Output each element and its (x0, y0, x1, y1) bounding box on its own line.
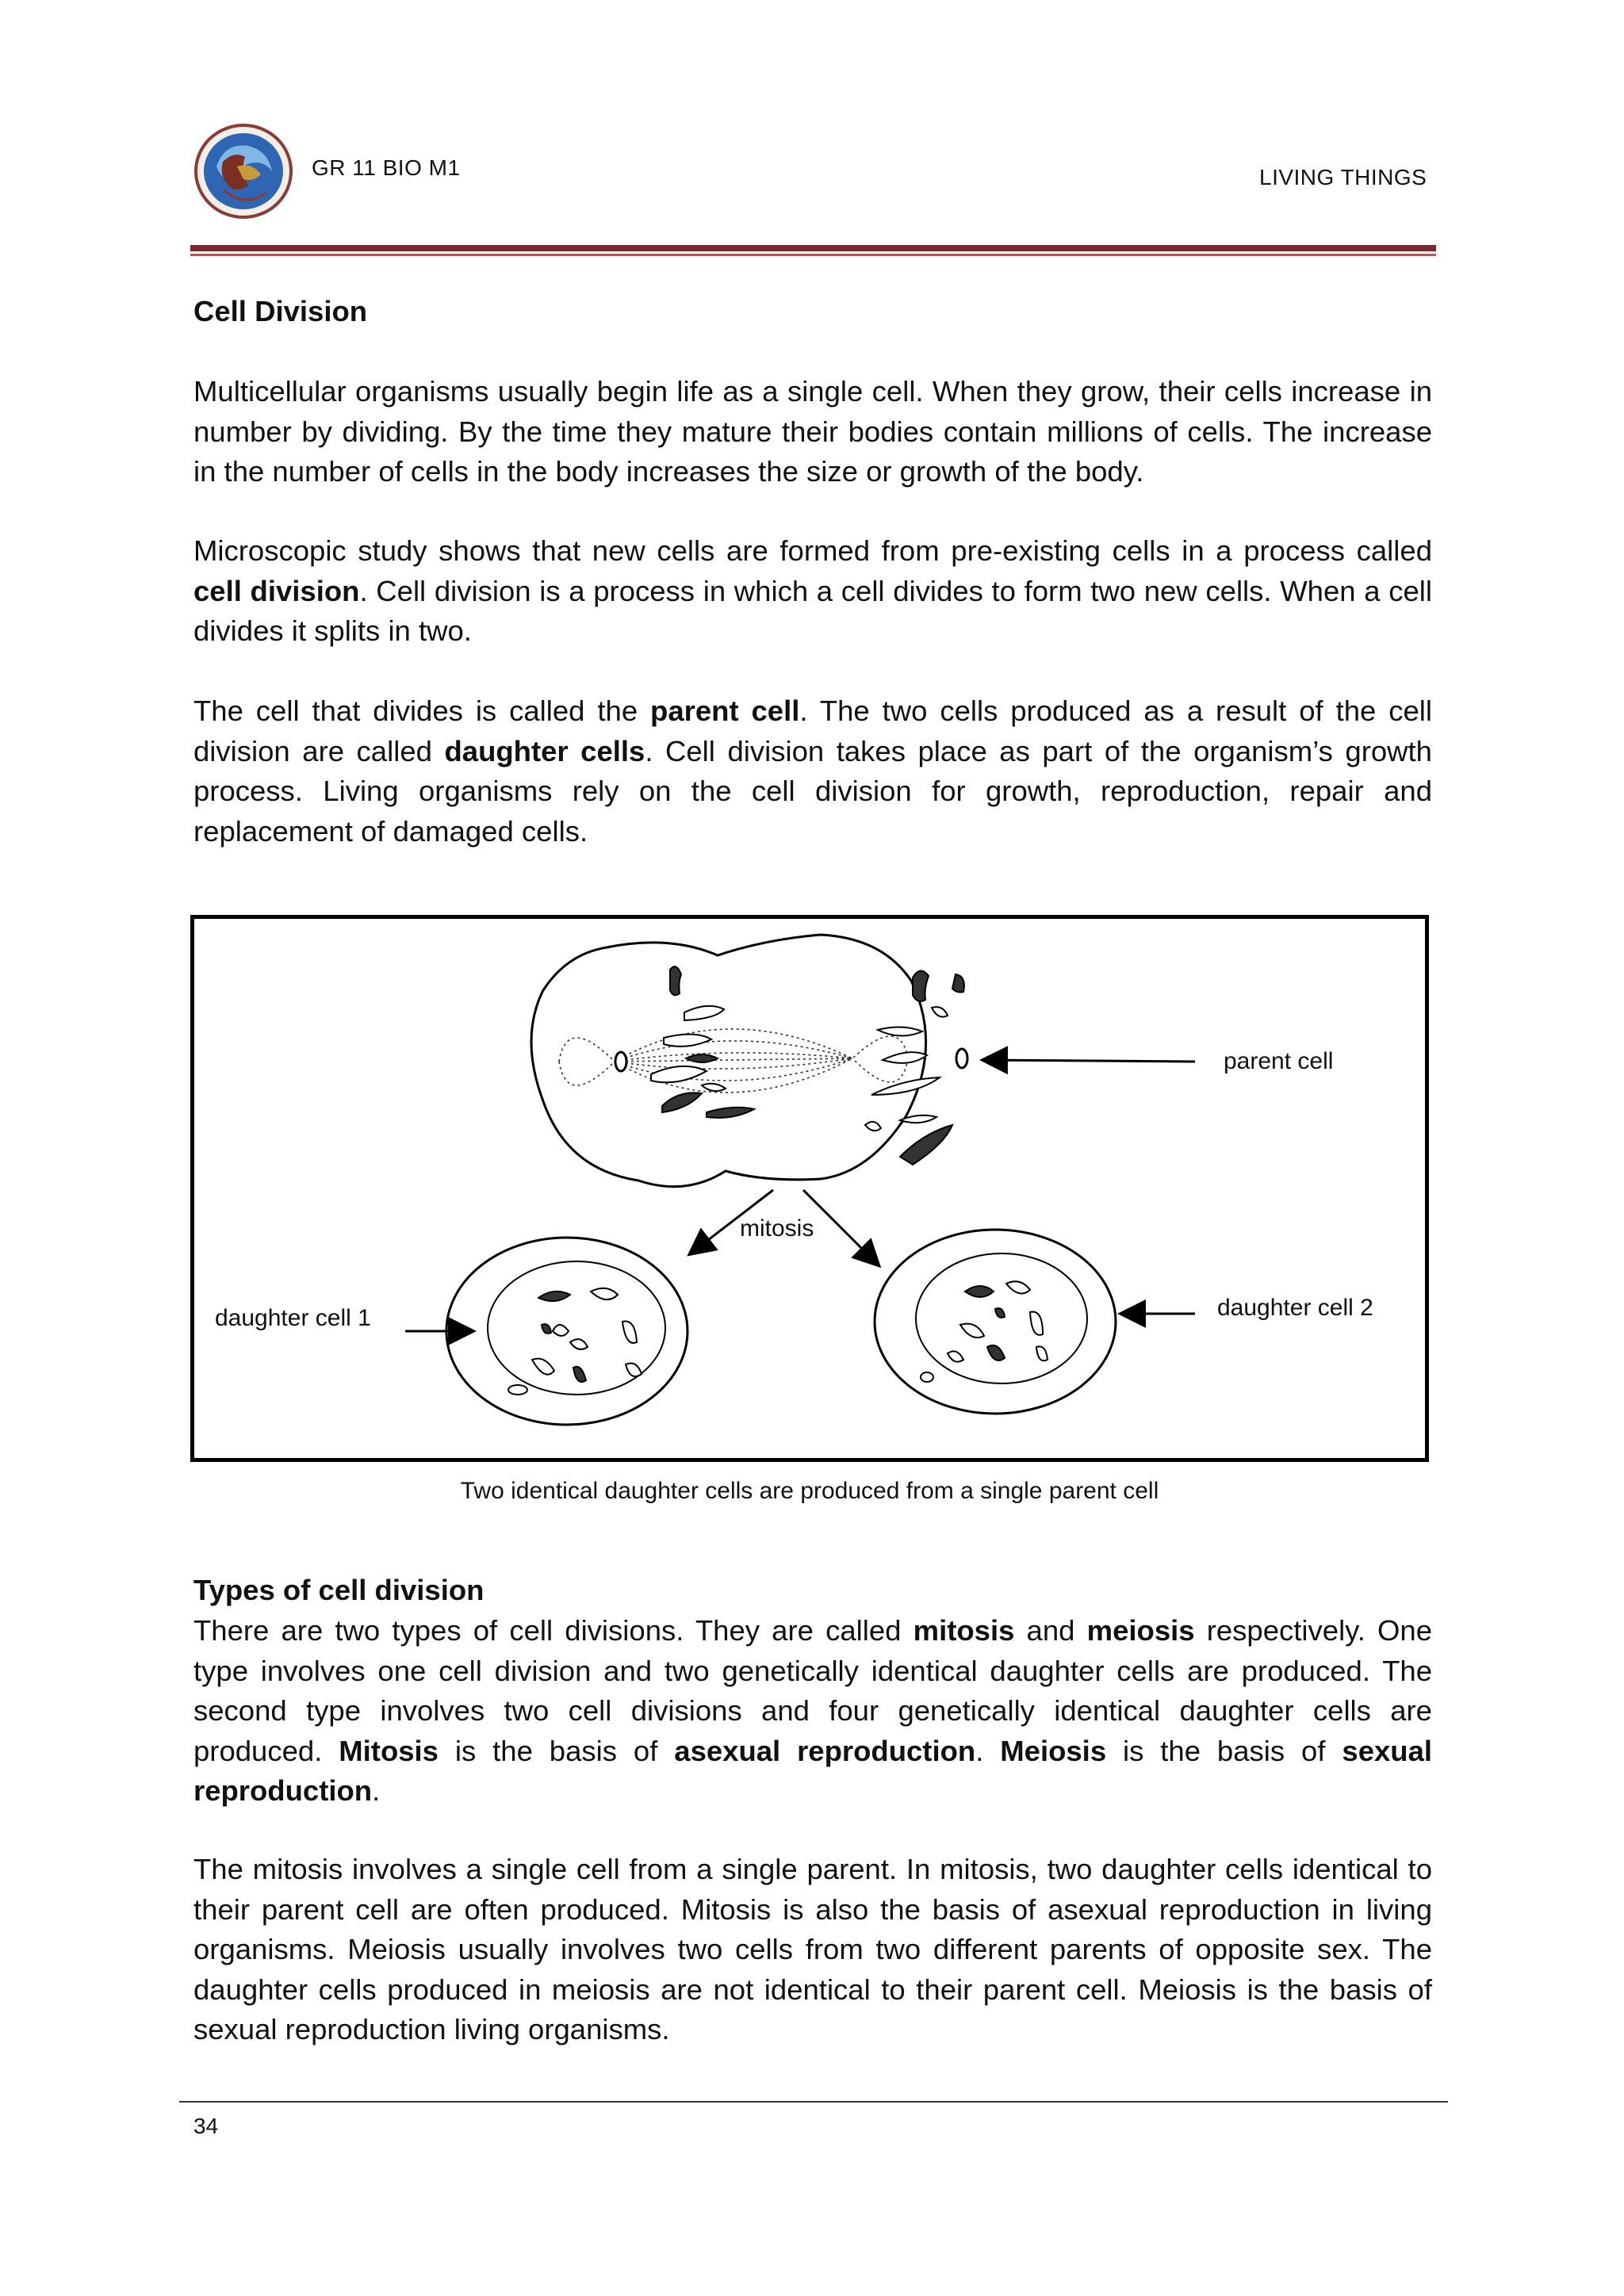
unit-title: LIVING THINGS (1259, 165, 1427, 189)
text: . The two cells produced as a result of the cell division are called (193, 695, 1433, 767)
daughter-cell-2 (875, 1230, 1116, 1414)
header-divider-thin (190, 254, 1436, 256)
bold-term-mitosis-2: Mitosis (339, 1734, 439, 1767)
daughter-cell-1 (446, 1238, 688, 1425)
bold-term-meiosis-2: Meiosis (1000, 1734, 1107, 1767)
label-mitosis: mitosis (740, 1215, 814, 1242)
bold-term-parent-cell: parent cell (650, 695, 800, 727)
bold-term-mitosis: mitosis (913, 1614, 1015, 1647)
header-divider (190, 245, 1436, 251)
arrow-to-parent-cell (984, 1060, 1195, 1062)
paragraph-parent-daughter (193, 691, 1432, 851)
text: There are two types of cell divisions. They are called (193, 1614, 914, 1647)
text: . Cell division is a process in which a cell divides to form two new cells. When a cell divides it splits in two. (193, 574, 1432, 647)
text: is the basis of (1106, 1734, 1342, 1767)
bold-term-asexual-reproduction: asexual reproduction (674, 1734, 976, 1767)
label-daughter-cell-2: daughter cell 2 (1217, 1295, 1373, 1321)
section-title-types-of-cell-division: Types of cell division (193, 1574, 485, 1606)
figure-caption: Two identical daughter cells are produced from a single parent cell (460, 1478, 1159, 1504)
paragraph-mitosis-meiosis: The mitosis involves a single cell from a single parent. In mitosis, two daughter cells identical to their parent cell are often produced. Mitosis is also the basis of asexual reproduction in living organisms. Meiosis usually involves two cells from two different parents of opposite sex. The daughter cells produced in meiosis are not identical to their parent cell. Meiosis is the basis of sexual reproduction living organisms. (193, 1853, 1432, 2045)
text: The cell that divides is called the (193, 695, 651, 727)
cell-division-figure (190, 915, 1429, 1462)
course-code: GR 11 BIO M1 (312, 155, 461, 180)
label-daughter-cell-1: daughter cell 1 (215, 1305, 371, 1331)
text: is the basis of (439, 1734, 675, 1767)
page-number: 34 (193, 2114, 219, 2138)
parent-cell (531, 935, 967, 1187)
mitosis-diagram (194, 919, 1425, 1458)
text: respectively. One type involves one cell division and two genetically identical daughter cells are produced. The second type involves two cell divisions and four genetically identical daughter cells are produced. (193, 1614, 1433, 1767)
section-title-cell-division: Cell Division (193, 295, 368, 327)
bold-term-meiosis: meiosis (1086, 1614, 1195, 1647)
label-parent-cell: parent cell (1224, 1048, 1334, 1074)
paragraph-multicellular: Multicellular organisms usually begin life as a single cell. When they grow, their cells increase in number by dividing. By the time they mature their bodies contain millions of cells. The increase in the number of cells in the body increases the size or growth of the body. (193, 375, 1432, 488)
institution-logo (193, 119, 297, 222)
bold-term-cell-division: cell division (193, 574, 360, 607)
bold-term-sexual-reproduction: sexual reproduction (193, 1734, 1433, 1807)
text: Microscopic study shows that new cells are formed from pre-existing cells in a process called (193, 534, 1432, 567)
bold-term-daughter-cells: daughter cells (444, 734, 645, 767)
paragraph-types (193, 1611, 1432, 1812)
paragraph-microscopic-study (193, 531, 1432, 652)
text: and (1014, 1614, 1087, 1647)
text: . (975, 1734, 1001, 1767)
text: . (372, 1774, 381, 1807)
footer-divider (179, 2101, 1448, 2103)
arrow-mitosis-right (803, 1190, 878, 1265)
text: . Cell division takes place as part of the organism’s growth process. Living organisms rely on the cell division for growth, reproduction, repair and replacement of damaged cells. (193, 734, 1432, 848)
